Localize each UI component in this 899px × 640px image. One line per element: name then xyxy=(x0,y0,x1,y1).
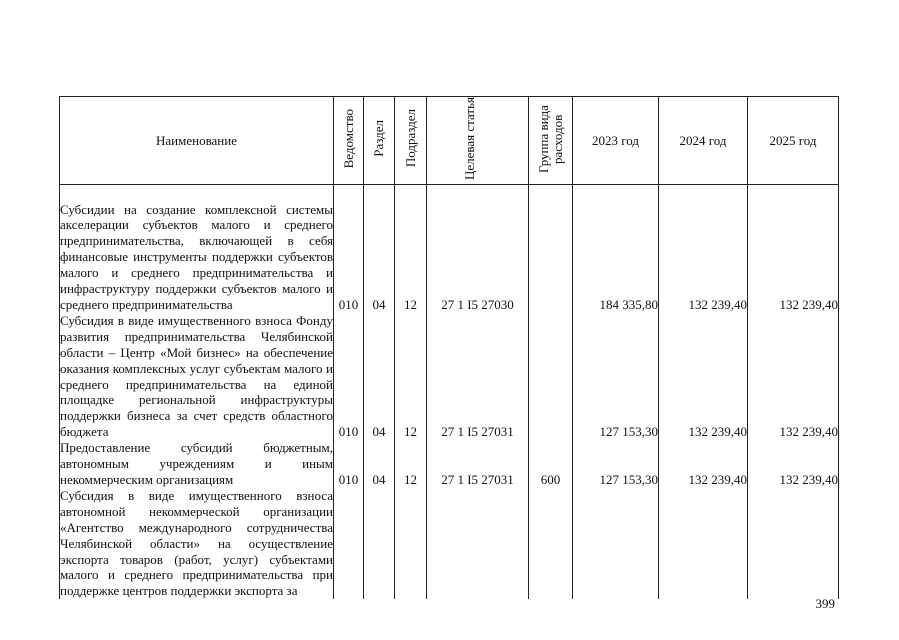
row-vedomstvo: 010 xyxy=(334,440,364,488)
row-podrazdel: 12 xyxy=(395,313,427,440)
row-gruppa xyxy=(529,488,573,599)
header-razdel-label: Раздел xyxy=(371,120,386,157)
row-2025: 132 239,40 xyxy=(748,313,839,440)
row-gruppa xyxy=(529,184,573,313)
header-vedomstvo-label: Ведомство xyxy=(340,108,356,169)
row-vedomstvo: 010 xyxy=(334,184,364,313)
header-vedomstvo xyxy=(334,97,364,185)
header-celevaya xyxy=(427,97,529,185)
row-celevaya: 27 1 I5 27031 xyxy=(427,440,529,488)
row-gruppa xyxy=(529,313,573,440)
header-gruppa-label: Группа вида расходов xyxy=(535,104,565,173)
header-gruppa xyxy=(529,97,573,185)
header-podrazdel xyxy=(395,97,427,185)
row-name: Предоставление субсидий бюджетным, автономным учреждениям и иным некоммерческим организациям xyxy=(60,440,333,487)
table-row xyxy=(60,184,839,313)
row-2024: 132 239,40 xyxy=(659,313,748,440)
table-row xyxy=(60,313,839,440)
table-row xyxy=(60,488,839,599)
row-2024: 132 239,40 xyxy=(659,440,748,488)
header-name: Наименование xyxy=(60,97,334,185)
row-razdel: 04 xyxy=(364,440,395,488)
row-2023 xyxy=(573,488,659,599)
row-2025 xyxy=(748,488,839,599)
row-podrazdel: 12 xyxy=(395,184,427,313)
row-2025: 132 239,40 xyxy=(748,184,839,313)
row-2023: 184 335,80 xyxy=(573,184,659,313)
row-2023: 127 153,30 xyxy=(573,440,659,488)
header-celevaya-label: Целевая статья xyxy=(461,97,477,181)
row-celevaya: 27 1 I5 27030 xyxy=(427,184,529,313)
row-name: Субсидия в виде имущественного взноса Фонду развития предпринимательства Челябинской области – Центр «Мой бизнес» на обеспечение оказания комплексных услуг субъектам малого и среднего предпринимательства на единой площадке региональной инфраструктуры поддержки бизнеса за счет средств областного бюджета xyxy=(60,312,333,440)
row-vedomstvo xyxy=(334,488,364,599)
header-podrazdel-label: Подраздел xyxy=(402,109,418,168)
table-row xyxy=(60,440,839,488)
row-celevaya: 27 1 I5 27031 xyxy=(427,313,529,440)
row-2024: 132 239,40 xyxy=(659,184,748,313)
budget-table xyxy=(59,96,839,599)
row-2024 xyxy=(659,488,748,599)
row-gruppa: 600 xyxy=(529,440,573,488)
row-celevaya xyxy=(427,488,529,599)
row-podrazdel xyxy=(395,488,427,599)
header-2024: 2024 год xyxy=(659,97,748,185)
row-name: Субсидия в виде имущественного взноса автономной некоммерческой организации «Агентство международного сотрудничества Челябинской области» на осуществление экспорта товаров (работ, услуг) субъектами малого и среднего предпринимательства при поддержке центров поддержки экспорта за xyxy=(60,487,333,599)
row-razdel xyxy=(364,488,395,599)
header-razdel xyxy=(364,97,395,185)
row-vedomstvo: 010 xyxy=(334,313,364,440)
row-podrazdel: 12 xyxy=(395,440,427,488)
row-razdel: 04 xyxy=(364,313,395,440)
page-number: 399 xyxy=(815,596,835,611)
row-name: Субсидии на создание комплексной системы акселерации субъектов малого и среднего предпринимательства, включающей в себя финансовые инструменты поддержки субъектов малого и среднего предпринимательства и инфраструктуру поддержки субъектов малого и среднего предпринимательства xyxy=(60,184,334,313)
table-header-row xyxy=(60,97,839,185)
row-2023: 127 153,30 xyxy=(573,313,659,440)
header-2023: 2023 год xyxy=(573,97,659,185)
row-razdel: 04 xyxy=(364,184,395,313)
row-2025: 132 239,40 xyxy=(748,440,839,488)
header-2025: 2025 год xyxy=(748,97,839,185)
